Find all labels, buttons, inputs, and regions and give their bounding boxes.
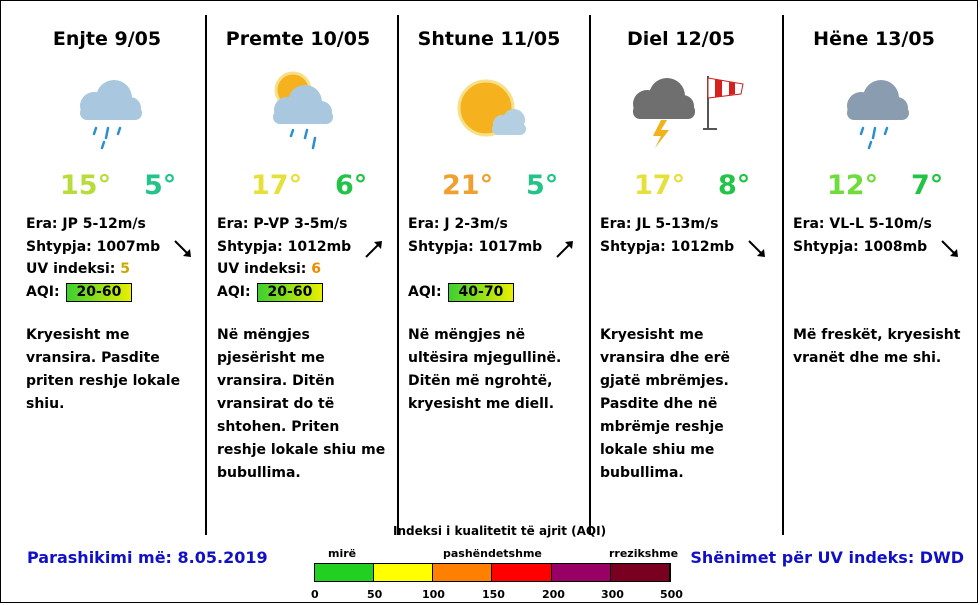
pressure-info: Shtypja: 1007mb [26,238,161,255]
aqi-tick: 500 [660,588,683,601]
aqi-label: AQI: [26,283,60,300]
wind-info: Era: VL-L 5-10m/s [793,216,932,232]
temp-max: 17° [251,170,303,201]
aqi-category-hazardous: rrezikshme [609,547,679,560]
temp-max: 17° [634,170,686,201]
uv-row [408,258,542,281]
day-column-1 [12,0,202,540]
forecast-description: Kryesisht me vransira. Pasdite priten reshje lokale shiu. [26,327,181,412]
temp-max: 12° [827,170,879,201]
sun-cloud-rain-icon [203,68,393,158]
pressure-info: Shtypja: 1008mb [793,238,928,255]
arrow-up-right-icon [554,238,576,260]
aqi-scale-segment [492,564,551,581]
temp-min: 5° [526,170,559,201]
day-date: Diel 12/05 [626,28,736,50]
aqi-tick: 0 [311,588,319,601]
uv-row [217,258,351,281]
aqi-badge: 20-60 [257,283,324,302]
wind-info: Era: JP 5-12m/s [26,216,146,232]
aqi-scale-segment [552,564,611,581]
temp-min: 7° [911,170,944,201]
aqi-scale-segment [433,564,492,581]
aqi-label: AQI: [217,283,251,300]
aqi-scale-segment [611,564,670,581]
aqi-label: AQI: [408,283,442,300]
forecast-description: Më freskët, kryesisht vranët dhe me shi. [793,327,961,366]
aqi-scale-segment [315,564,374,581]
day-date: Shtune 11/05 [417,28,561,50]
wind-info: Era: P-VP 3-5m/s [217,216,348,232]
uv-value: 5 [120,261,131,277]
temp-max: 15° [60,170,112,201]
forecast-date: Parashikimi më: 8.05.2019 [27,548,268,567]
day-column-5 [779,0,969,540]
aqi-scale-segment [374,564,433,581]
uv-label: UV indeksi: [26,261,116,277]
temp-max: 21° [442,170,494,201]
arrow-down-right-icon [172,238,194,260]
day-date: Hëne 13/05 [813,28,935,50]
aqi-badge: 20-60 [66,283,133,302]
aqi-category-good: mirë [328,547,357,560]
arrow-up-right-icon [363,238,385,260]
aqi-category-unhealthy: pashëndetshme [443,547,542,560]
aqi-scale-title: Indeksi i kualitetit të ajrit (AQI) [393,524,607,538]
uv-value: 6 [311,261,322,277]
aqi-tick: 100 [422,588,445,601]
aqi-row [217,281,351,304]
aqi-row [408,281,542,304]
rain-cloud-icon [12,68,202,158]
pressure-info: Shtypja: 1012mb [600,238,735,255]
aqi-tick: 150 [482,588,505,601]
forecast-description: Kryesisht me vransira dhe erë gjatë mbrëmjes. Pasdite dhe në mbrëmje reshje lokale shiu me bubullima. [600,327,731,481]
day-date: Premte 10/05 [225,28,371,50]
day-column-4 [586,0,776,540]
pressure-info: Shtypja: 1012mb [217,238,352,255]
aqi-row [26,281,160,304]
day-date: Enjte 9/05 [52,28,162,50]
day-column-2 [203,0,393,540]
arrow-down-right-icon [746,238,768,260]
aqi-tick: 300 [601,588,624,601]
uv-label: UV indeksi: [217,261,307,277]
uv-source-note: Shënimet për UV indeks: DWD [690,548,964,567]
forecast-description: Në mëngjes në ultësira mjegullinë. Ditën më ngrohtë, kryesisht me diell. [408,327,562,412]
day-column-3 [394,0,584,540]
sun-cloud-icon [394,68,584,158]
aqi-tick: 200 [542,588,565,601]
uv-row [26,258,160,281]
forecast-description: Në mëngjes pjesërisht me vransira. Ditën vransirat do të shtohen. Priten reshje lokale shiu me bubullima. [217,327,386,481]
aqi-badge: 40-70 [448,283,515,302]
temp-min: 8° [718,170,751,201]
rain-cloud-icon [779,68,969,158]
aqi-scale-bar [314,563,671,582]
thunder-cloud-windsock-icon [586,68,776,158]
pressure-info: Shtypja: 1017mb [408,238,543,255]
temp-min: 5° [144,170,177,201]
arrow-down-right-icon [939,238,961,260]
aqi-tick: 50 [367,588,383,601]
temp-min: 6° [335,170,368,201]
wind-info: Era: J 2-3m/s [408,216,508,232]
wind-info: Era: JL 5-13m/s [600,216,719,232]
